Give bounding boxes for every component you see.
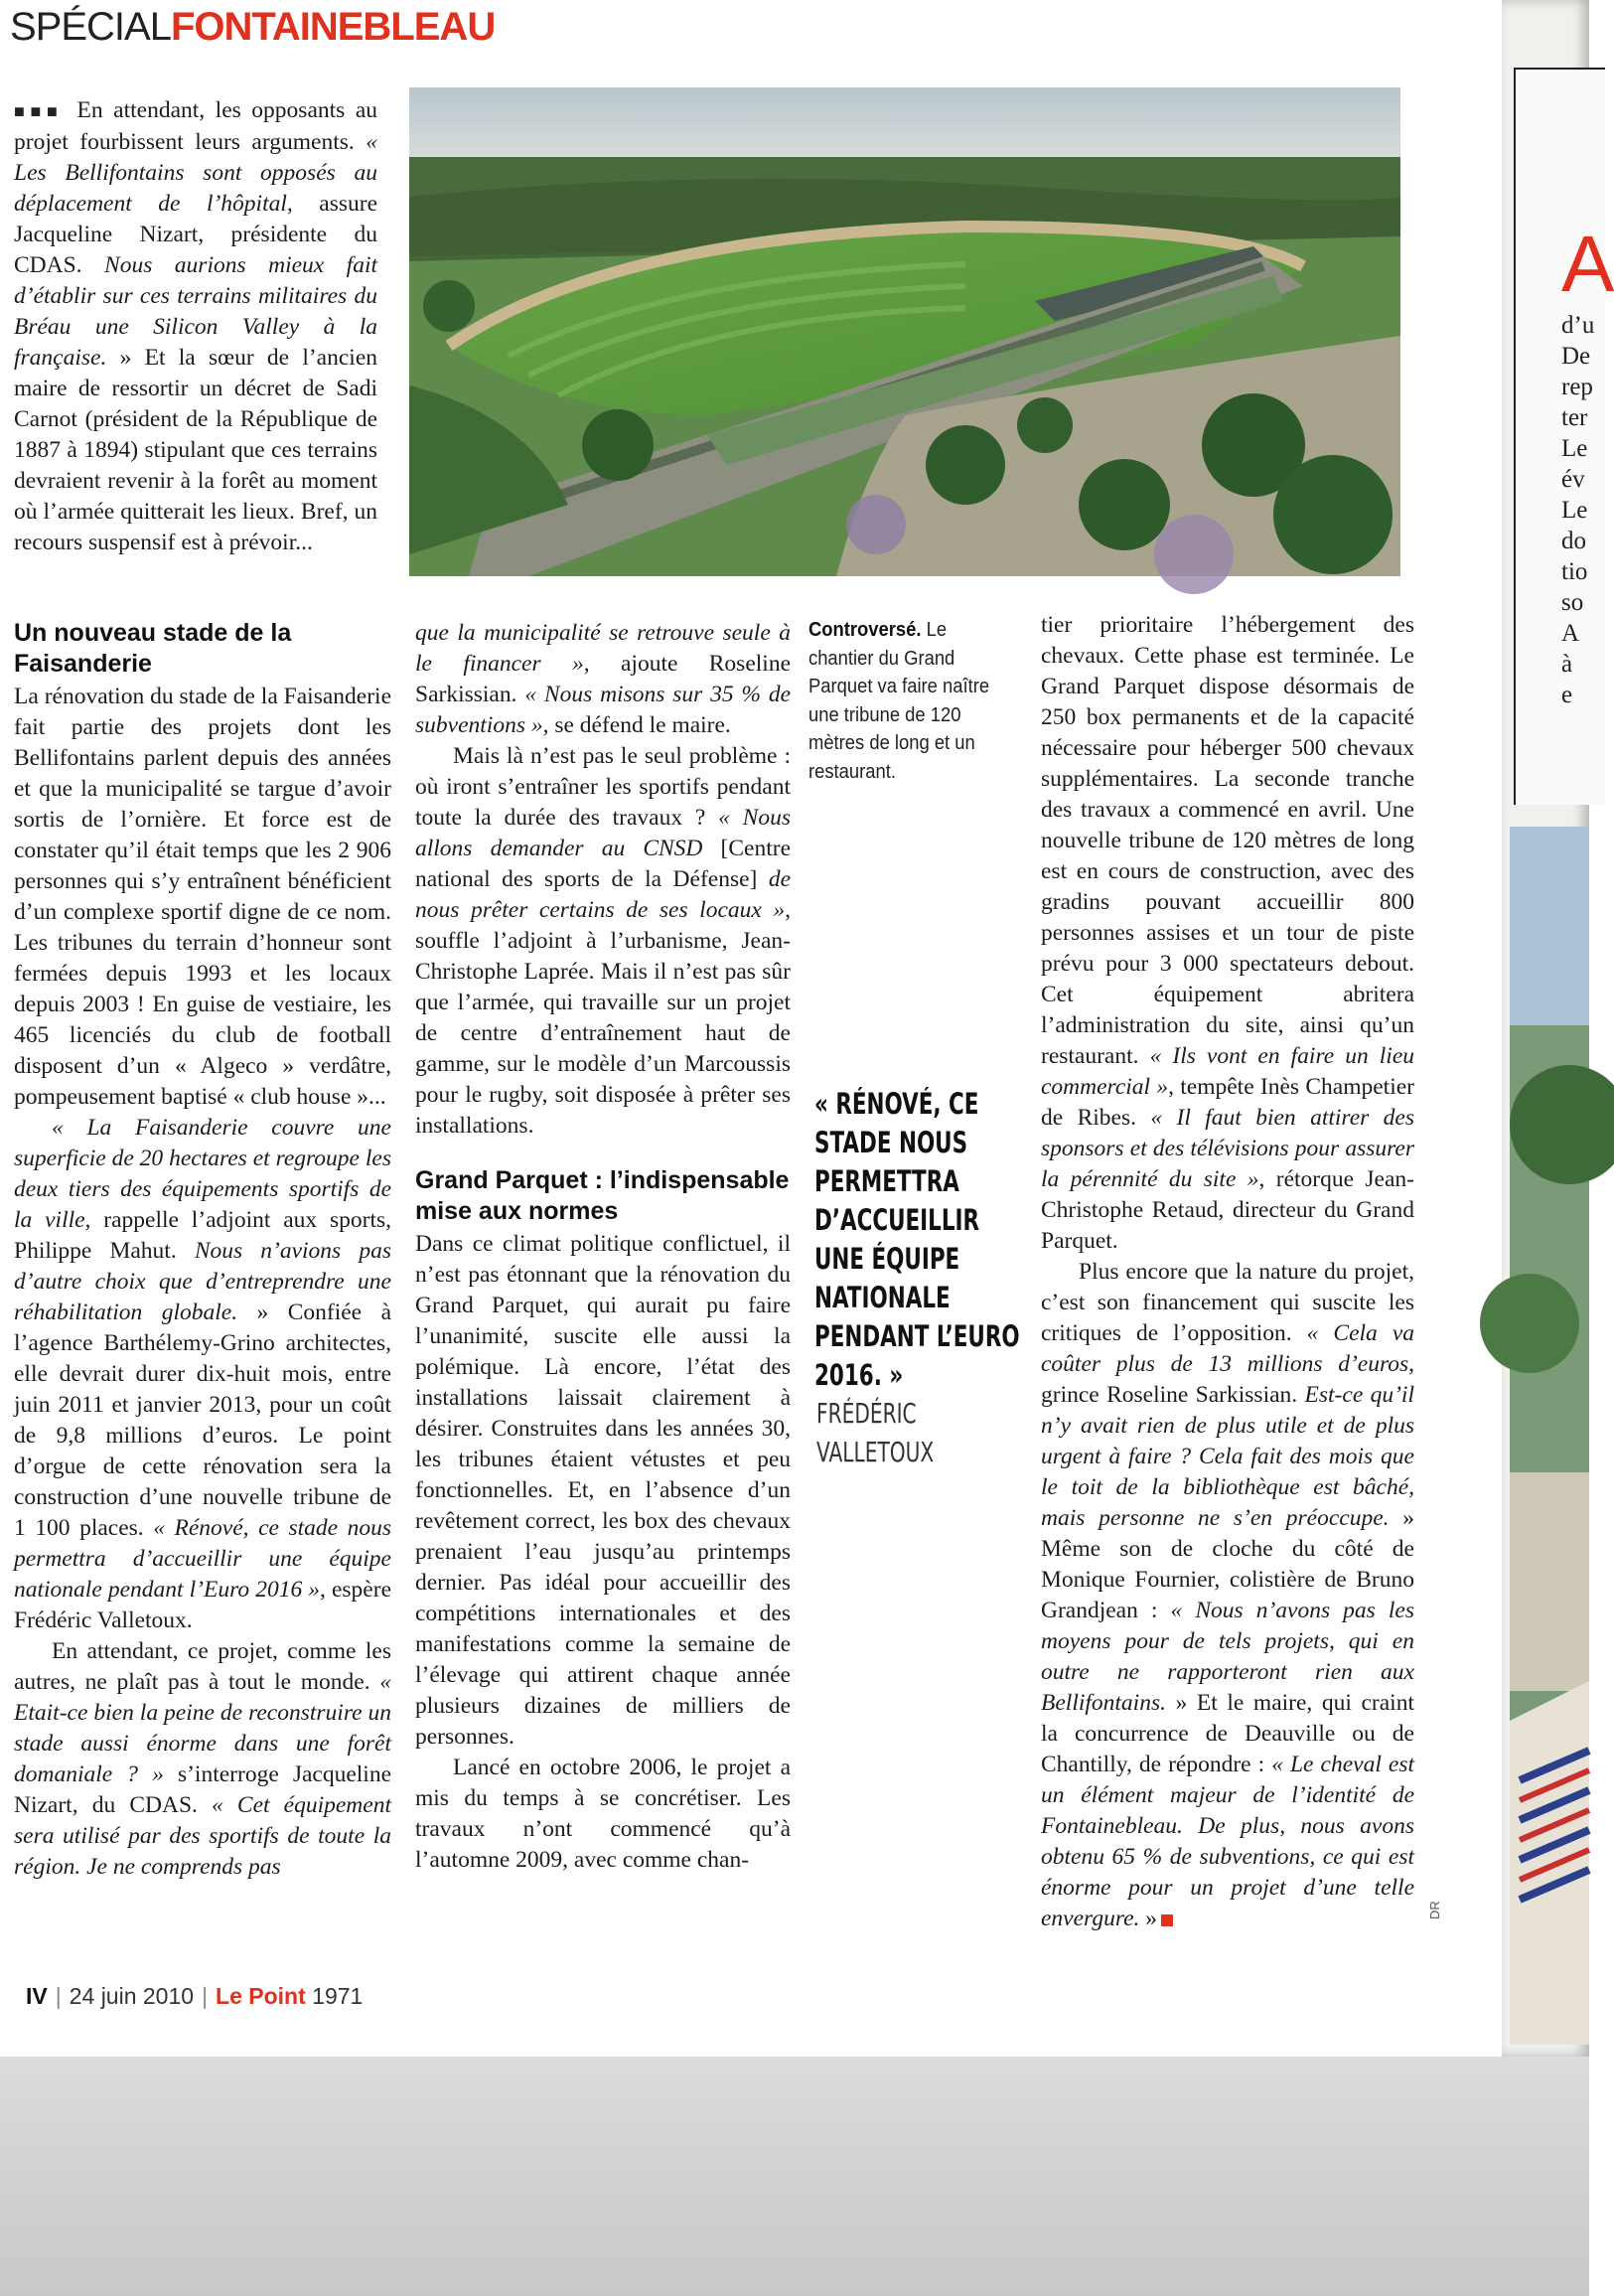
adjacent-page-fragment: e: [1561, 682, 1573, 708]
paragraph: [415, 1753, 791, 1876]
section-bullets: ■■■: [14, 101, 64, 121]
pull-quote: « RÉNOVÉ, CE STADE NOUS PERMETTRA D’ACCUEILLIR UNE ÉQUIPE NATIONALE PENDANT L’EURO 2016. »: [814, 1087, 1020, 1392]
adjacent-page-fragment: tio: [1561, 558, 1588, 585]
text-run: En attendant, ce projet, comme les autres, ne plaît pas à tout le monde.: [14, 1638, 391, 1695]
text-run: [Centre national des sports de la Défense]: [415, 836, 792, 892]
intro-text: [14, 97, 377, 555]
adjacent-page-photo: [1510, 827, 1589, 2045]
end-mark-icon: [1161, 1914, 1173, 1926]
quote-run: « Les Bellifontains sont opposés au déplacement de l’hôpital,: [14, 129, 377, 217]
text-run: En attendant, les opposants au projet fourbissent leurs arguments.: [14, 97, 377, 155]
adjacent-page-fragment: ter: [1561, 404, 1588, 431]
photo-credit: DR: [1427, 1901, 1442, 1919]
text-run: assure Jacqueline Nizart, présidente du CDAS.: [14, 191, 377, 278]
adjacent-page-fragment: d’u: [1561, 312, 1595, 339]
text-run: »: [1139, 1906, 1158, 1931]
text-run: , ajoute Roseline Sarkissian.: [415, 651, 791, 707]
text-run: , rétorque Jean-Christophe Retaud, directeur du Grand Parquet.: [1041, 1166, 1414, 1254]
quote-run: Nous aurions mieux fait d’établir sur ces terrains militaires du Bréau une Silicon Valley à la française.: [14, 252, 378, 371]
text-run: Mais là n’est pas le seul problème : où iront s’entraîner les sportifs pendant toute la durée des travaux ?: [415, 743, 791, 831]
text-run: » Confiée à l’agence Barthélemy-Grino architectes, elle devrait durer dix-huit mois, entre juin 2011 et janvier 2013, pour un coût de 9,8 millions d’euros. Le point d’orgue de cette rénovation sera la construction d’une nouvelle tribune de 1 100 places.: [14, 1300, 391, 1541]
quote-run: « Il faut bien attirer des sponsors et des télévisions pour assurer la pérennité du site »: [1041, 1105, 1414, 1192]
text-run: tier prioritaire l’hébergement des chevaux. Cette phase est terminée. Le Grand Parquet dispose désormais de 250 box permanents et de la capacité nécessaire pour héberger 500 chevaux supplémentaires. La seconde tranche des travaux a commencé en avril. Une nouvelle tribune de 120 mètres de long est en cours de construction, avec des gradins pouvant accueillir 800 personnes assises et un tour de piste prévu pour 3 000 spectateurs debout. Cet équipement abritera l’administration du site, ainsi qu’un restaurant.: [1041, 612, 1414, 1069]
adjacent-page-fragment: do: [1561, 528, 1586, 554]
paragraph-text: [1041, 1259, 1414, 1931]
column-4: [1041, 610, 1414, 1934]
paragraph: [14, 1113, 391, 1636]
quote-run: de nous prêter certains de ses locaux »: [415, 866, 791, 923]
footer-separator: |: [55, 1983, 62, 2009]
text-run: s’interroge Jacqueline Nizart, du CDAS.: [14, 1761, 391, 1818]
column-1: [14, 618, 391, 1883]
quote-run: que la municipalité se retrouve seule à le financer »: [415, 620, 791, 677]
text-run: Plus encore que la nature du projet, c’est son financement qui suscite les critiques de l’opposition.: [1041, 1259, 1414, 1346]
adjacent-page-box: [1514, 68, 1605, 805]
text-run: , souffle l’adjoint à l’urbanisme, Jean-Christophe Laprée. Mais il n’est pas sûr que l’armée, qui travaille sur un projet de centre d’entraînement haut de gamme, sur le modèle d’un Marcoussis pour le rugby, soit disposée à prêter ses installations.: [415, 897, 791, 1139]
quote-run: « Etait-ce bien la peine de reconstruire un stade aussi énorme dans une forêt domaniale ? »: [14, 1669, 391, 1787]
text-run: Dans ce climat politique conflictuel, il n’est pas étonnant que la rénovation du Grand Parquet, qui aurait pu faire l’unanimité, suscite elle aussi la polémique. Là encore, l’état des installations laissait clairement à désirer. Construites dans les années 30, les tribunes étaient vétustes et peu fonctionnelles. Et, en l’absence d’un revêtement correct, les box des chevaux prenaient l’eau jusqu’au printemps dernier. Pas idéal pour accueillir des compétitions internationales et des manifestations comme la semaine de l’élevage qui attirent chaque année plusieurs dizaines de milliers de personnes.: [415, 1231, 791, 1750]
quote-run: « Ils vont en faire un lieu commercial »: [1041, 1043, 1414, 1100]
paragraph: [14, 1636, 391, 1883]
text-run: » Et la sœur de l’ancien maire de ressortir un décret de Sadi Carnot (président de la République de 1887 à 1894) stipulant que ces terrains devraient revenir à la forêt au moment où l’armée quitterait les lieux. Bref, un recours suspensif est à prévoir...: [14, 345, 377, 555]
adjacent-page-fragment: à: [1561, 651, 1573, 678]
issue-number: 1971: [312, 1983, 364, 2009]
magazine-name: Le Point: [216, 1983, 306, 2009]
text-run: rappelle l’adjoint aux sports, Philippe Mahut.: [14, 1207, 391, 1264]
quote-run: « Nous misons sur 35 % de subventions »: [415, 682, 791, 738]
header-special: SPÉCIAL: [10, 5, 171, 49]
section-heading-grand-parquet: Grand Parquet : l’indispensable mise aux normes: [415, 1166, 790, 1225]
adjacent-page-fragment: rep: [1561, 374, 1593, 400]
quote-run: Est-ce qu’il n’y avait rien de plus utile et de plus urgent à faire ? Cela fait des mois que le toit de la bibliothèque est bâché, mais personne ne s’en préoccupe.: [1041, 1382, 1414, 1531]
paragraph: [415, 618, 791, 741]
paragraph: [1041, 1257, 1414, 1934]
adjacent-page-fragment: Le: [1561, 435, 1588, 462]
text-run: Lancé en octobre 2006, le projet a mis du temps à se concrétiser. Les travaux n’ont commencé qu’à l’automne 2009, avec comme chan-: [415, 1755, 791, 1873]
quote-run: « Cet équipement sera utilisé par des sportifs de toute la région. Je ne comprends pas: [14, 1792, 391, 1880]
pull-quote-author: FRÉDÉRIC VALLETOUX: [816, 1397, 935, 1468]
caption-text: Le chantier du Grand Parquet va faire naître une tribune de 120 mètres de long et un restaurant.: [808, 619, 990, 783]
quote-run: « La Faisanderie couvre une superficie de 20 hectares et regroupe les deux tiers des équipements sportifs de la ville,: [14, 1115, 391, 1233]
header-city: FONTAINEBLEAU: [170, 5, 496, 49]
quote-run: « Rénové, ce stade nous permettra d’accueillir une équipe nationale pendant l’Euro 2016 »: [14, 1515, 392, 1603]
paragraph: [415, 741, 791, 1142]
text-run: La rénovation du stade de la Faisanderie fait partie des projets dont les Bellifontains parlent depuis des années et que la municipalité se targue d’avoir sortis de l’ornière. Et force est de constater qu’il était temps que les 2 906 personnes qui s’y entraînent bénéficient d’un complexe sportif digne de ce nom. Les tribunes du terrain d’honneur sont fermées depuis 1993 et les locaux depuis 2003 ! En guise de vestiaire, les 465 licenciés du club de football disposent d’un « Algeco » verdâtre, pompeusement baptisé « club house »...: [14, 684, 391, 1110]
caption-title: Controversé.: [808, 619, 922, 641]
adjacent-page-fragment: so: [1561, 589, 1584, 616]
adjacent-page-fragment: év: [1561, 466, 1585, 493]
scan-background: [0, 2057, 1589, 2296]
photo-caption: [808, 616, 991, 786]
intro-paragraph: [14, 95, 377, 558]
text-run: grince Roseline Sarkissian.: [1041, 1382, 1305, 1408]
issue-date: 24 juin 2010: [69, 1983, 195, 2009]
section-heading-faisanderie: Un nouveau stade de la Faisanderie: [14, 619, 292, 678]
adjacent-page-fragment: De: [1561, 343, 1591, 370]
text-run: » Et le maire, qui craint la concurrence de Deauville ou de Chantilly, de répondre :: [1041, 1690, 1414, 1777]
page-footer: [26, 1981, 363, 2011]
adjacent-page-fragment: Le: [1561, 497, 1588, 524]
footer-separator: |: [202, 1983, 209, 2009]
quote-run: Nous n’avions pas d’autre choix que d’entreprendre une réhabilitation globale.: [14, 1238, 391, 1325]
column-2: [415, 618, 791, 1876]
page-number: IV: [26, 1983, 48, 2009]
paragraph: [415, 1229, 791, 1753]
quote-run: « Cela va coûter plus de 13 millions d’euros,: [1041, 1320, 1414, 1377]
quote-run: « Nous n’avons pas les moyens pour de tels projets, qui en outre ne rapporteront rien aux Bellifontains.: [1041, 1598, 1414, 1716]
text-run: » Même son de cloche du côté de Monique Fournier, colistière de Bruno Grandjean :: [1041, 1505, 1415, 1623]
intro-column: [14, 95, 377, 558]
paragraph: [14, 682, 391, 1113]
text-run: , tempête Inès Champetier de Ribes.: [1041, 1074, 1414, 1131]
quote-run: « Le cheval est un élément majeur de l’identité de Fontainebleau. De plus, nous avons obtenu 65 % de subventions, ce qui est énorme pour un projet d’une telle envergure.: [1041, 1752, 1414, 1931]
section-header: [10, 2, 495, 52]
paragraph: [1041, 610, 1414, 1257]
adjacent-page-fragment: A: [1561, 620, 1580, 647]
quote-run: « Nous allons demander au CNSD: [415, 805, 791, 861]
adjacent-page-initial: A: [1561, 220, 1614, 308]
text-run: , espère Frédéric Valletoux.: [14, 1577, 391, 1633]
stadium-aerial-photo: [409, 87, 1400, 576]
text-run: , se défend le maire.: [542, 712, 731, 738]
